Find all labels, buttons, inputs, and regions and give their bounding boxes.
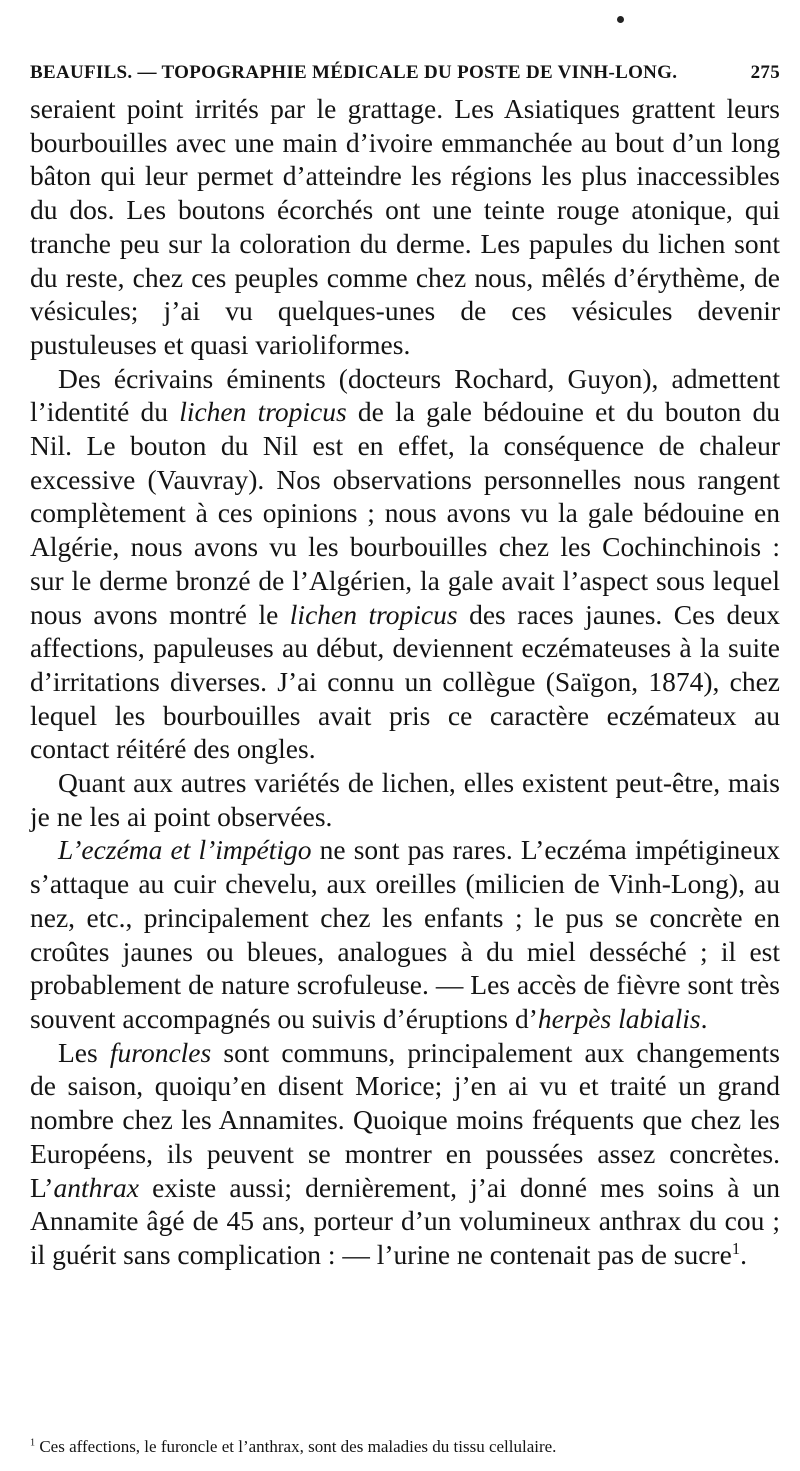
italic-term: furoncles — [109, 1036, 212, 1068]
italic-term: L’eczéma et l’impétigo — [58, 834, 312, 866]
paragraph — [30, 766, 780, 833]
paragraph — [30, 833, 780, 1035]
italic-term: lichen tropicus — [289, 598, 458, 630]
text-run: . — [740, 1238, 747, 1270]
footnote-text: Ces affections, le furoncle et l’anthrax, sont des maladies du tissu cellulaire. — [39, 1437, 557, 1456]
text-run: existe aussi; dernièrement, j’ai donné mes soins à un Annamite âgé de 45 ans, porteur d’un volumineux anthrax du cou ; il guérit sans complication : — l’urine ne contenait pas de sucre — [30, 1171, 780, 1270]
text-run: Des écrivains éminents (docteurs Rochard, Guyon), admettent l’identité du — [30, 362, 780, 428]
footnote — [30, 1436, 780, 1458]
text-run: Quant aux autres variétés de lichen, elles existent peut-être, mais je ne les ai point observées. — [30, 767, 780, 832]
italic-term: anthrax — [53, 1171, 139, 1203]
text-run: de la gale bédouine et du bouton du Nil. Le bouton du Nil est en effet, la conséquence de chaleur excessive (Vauvray). Nos observations personnelles nous rangent complètement à ces opinions ; nous avons vu la gale bédouine en Algérie, nous avons vu les bourbouilles chez les Cochinchinois : sur le derme bronzé de l’Algérien, la gale avait l’aspect sous lequel nous avons montré le — [30, 396, 780, 630]
text-run: Les — [58, 1036, 110, 1068]
italic-term: lichen tropicus — [179, 396, 347, 428]
text-run: des races jaunes. Ces deux affections, papuleuses au début, deviennent eczémateuses à la suite d’irritations diverses. J’ai connu un collègue (Saïgon, 1874), chez lequel les bourbouilles avait pris ce caractère eczémateux au contact réitéré des ongles. — [30, 598, 780, 765]
paragraph — [30, 92, 780, 362]
page-number: 275 — [750, 62, 780, 83]
text-run: seraient point irrités par le grattage. Les Asiatiques grattent leurs bourbouilles avec une main d’ivoire emmanchée au bout d’un long bâton qui leur permet d’atteindre les régions les plus inaccessibles du dos. Les boutons écorchés ont une teinte rouge atonique, qui tranche peu sur la coloration du derme. Les papules du lichen sont du reste, chez ces peuples comme chez nous, mêlés d’érythème, de vésicules; j’ai vu quelques-unes de ces vésicules devenir pustuleuses et quasi varioliformes. — [30, 93, 780, 360]
text-run: sont communs, principalement aux changements de saison, quoiqu’en disent Morice; j’en ai vu et traité un grand nombre chez les Annamites. Quoique moins fréquents que chez les Européens, ils peuvent se montrer en poussées assez concrètes. L’ — [30, 1036, 780, 1203]
footnote-reference: 1 — [731, 1238, 741, 1258]
paragraph — [30, 362, 780, 766]
italic-term: herpès labialis — [537, 1002, 701, 1034]
text-run: ne sont pas rares. L’eczéma impétigineux s’attaque au cuir chevelu, aux oreilles (milicien de Vinh-Long), au nez, etc., principalement chez les enfants ; le pus se concrète en croûtes jaunes ou bleues, analogues à du miel desséché ; il est probablement de nature scrofuleuse. — Les accès de fièvre sont très souvent accompagnés ou suivis d’éruptions d’ — [30, 834, 780, 1034]
running-header — [30, 62, 780, 90]
paragraph — [30, 1036, 780, 1272]
footnote-marker: 1 — [30, 1437, 36, 1449]
header-title: BEAUFILS. — TOPOGRAPHIE MÉDICALE DU POSTE DE VINH-LONG. — [30, 62, 678, 83]
print-speck — [617, 16, 624, 23]
text-run: . — [700, 1002, 708, 1034]
book-page — [30, 0, 780, 1471]
body-text — [30, 92, 780, 1272]
